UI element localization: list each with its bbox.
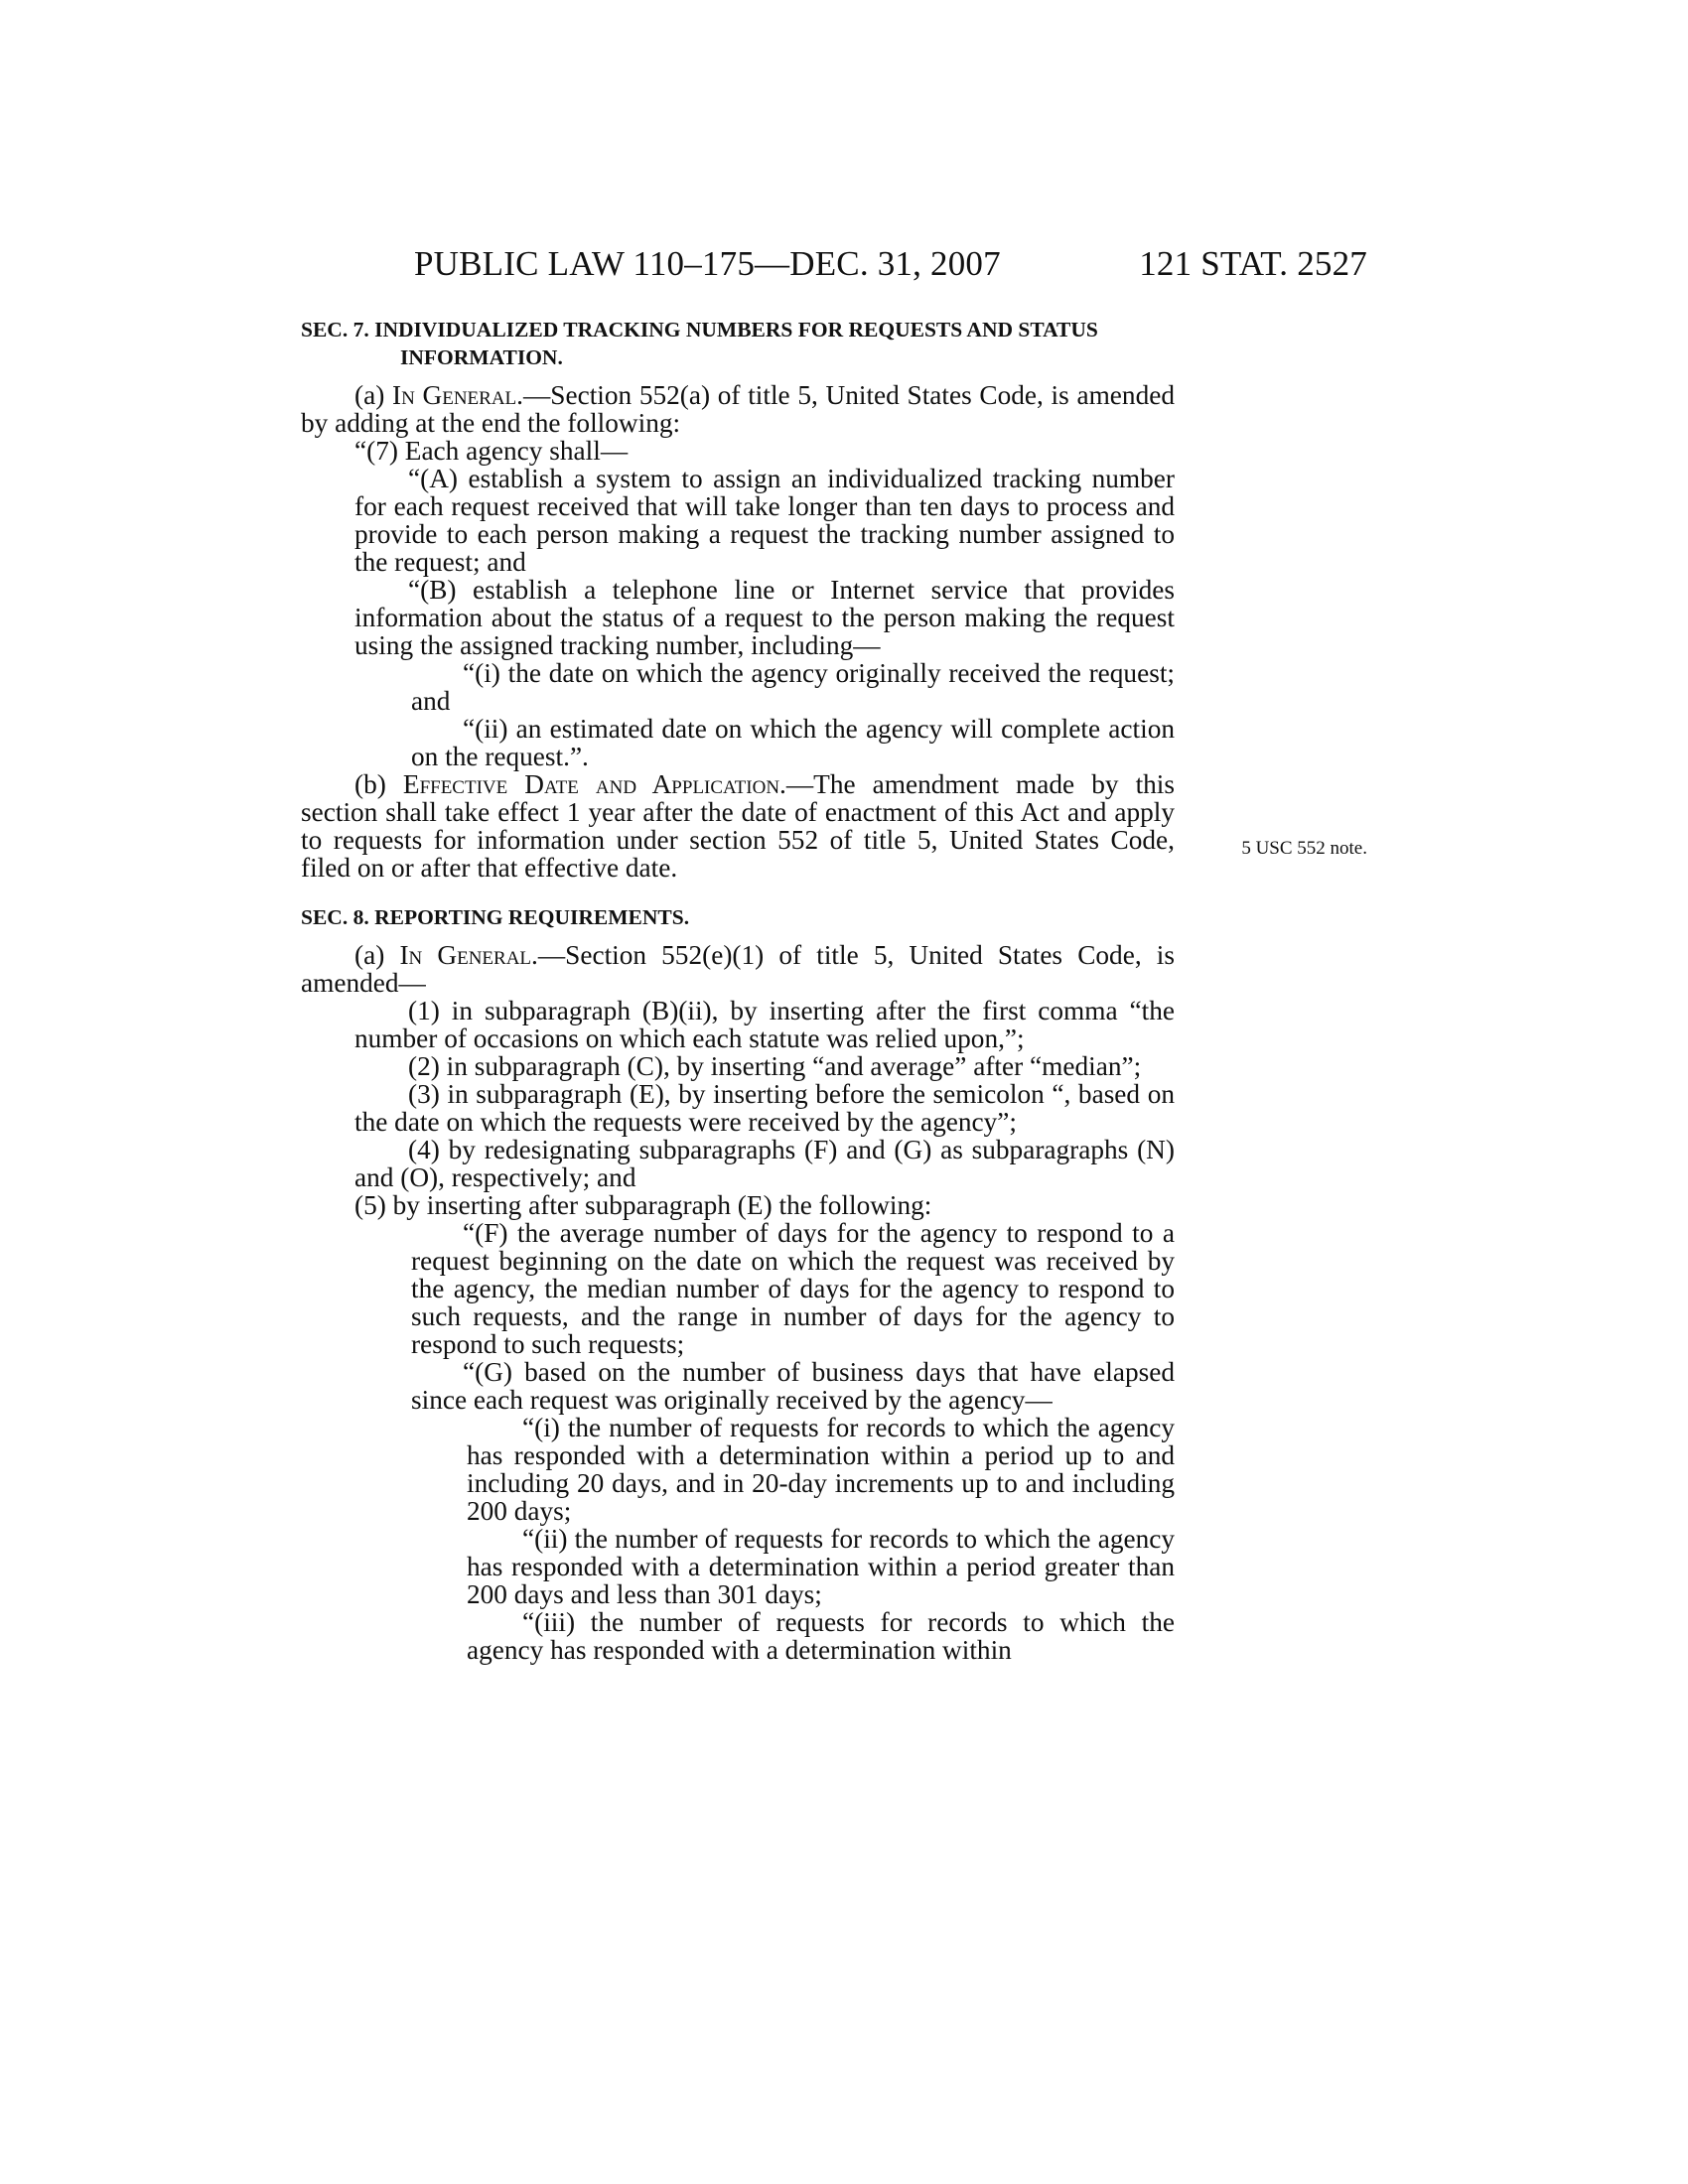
section-7-subsection-b: (b) Effective Date and Application.—The amendment made by this section shall take effect 1 year after the date of enactment of this Act and apply to requests for information under section 552 of title 5, United States Code, filed on or after that effective date. bbox=[301, 769, 1176, 883]
amendment-3: (3) in subparagraph (E), by inserting before the semicolon “, based on the date on which the requests were received by the agency”; bbox=[354, 1079, 1175, 1137]
subparagraph-F: “(F) the average number of days for the agency to respond to a request beginning on the date on which the request was received by the agency, the median number of days for the agency to respond to such requests, and the range in number of days for the agency to respond to such requests; bbox=[411, 1218, 1175, 1359]
running-head-title: PUBLIC LAW 110–175—DEC. 31, 2007 bbox=[414, 244, 1001, 283]
document-body bbox=[301, 316, 1175, 1664]
paragraph-7: “(7) Each agency shall— bbox=[354, 436, 629, 466]
clause-G-i: “(i) the number of requests for records to which the agency has responded with a determination within a period up to and including 20 days, and in 20-day increments up to and including 200 days; bbox=[467, 1413, 1175, 1526]
amendment-2: (2) in subparagraph (C), by inserting “and average” after “median”; bbox=[408, 1051, 1142, 1081]
clause-i: “(i) the date on which the agency originally received the request; and bbox=[411, 658, 1175, 716]
amendment-4: (4) by redesignating subparagraphs (F) and (G) as subparagraphs (N) and (O), respectively; and bbox=[354, 1135, 1175, 1192]
clause-G-ii: “(ii) the number of requests for records to which the agency has responded with a determination within a period greater than 200 days and less than 301 days; bbox=[467, 1524, 1175, 1609]
section-7-heading: SEC. 7. INDIVIDUALIZED TRACKING NUMBERS FOR REQUESTS AND STATUS INFORMATION. bbox=[301, 318, 1098, 369]
subparagraph-B: “(B) establish a telephone line or Internet service that provides information about the status of a request to the person making the request using the assigned tracking number, including— bbox=[354, 575, 1175, 660]
statute-page-number: 121 STAT. 2527 bbox=[1139, 244, 1367, 283]
section-8-heading: SEC. 8. REPORTING REQUIREMENTS. bbox=[301, 905, 690, 929]
subsection-caption: In General bbox=[399, 940, 532, 970]
amendment-1: (1) in subparagraph (B)(ii), by inserting after the first comma “the number of occasions on which each statute was relied upon,”; bbox=[354, 996, 1175, 1053]
subsection-caption: Effective Date and Application bbox=[402, 769, 780, 799]
clause-G-iii: “(iii) the number of requests for records to which the agency has responded with a determination within bbox=[467, 1607, 1175, 1665]
margin-note: 5 USC 552 note. bbox=[1241, 838, 1367, 859]
section-8-subsection-a: (a) In General.—Section 552(e)(1) of title 5, United States Code, is amended— bbox=[301, 940, 1175, 998]
clause-ii: “(ii) an estimated date on which the agency will complete action on the request.”. bbox=[411, 714, 1175, 771]
subsection-caption: In General bbox=[392, 380, 517, 410]
amendment-5: (5) by inserting after subparagraph (E) the following: bbox=[354, 1190, 932, 1220]
subparagraph-G: “(G) based on the number of business days that have elapsed since each request was originally received by the agency— bbox=[411, 1357, 1175, 1415]
subparagraph-A: “(A) establish a system to assign an individualized tracking number for each request received that will take longer than ten days to process and provide to each person making a request the tracking number assigned to the request; and bbox=[354, 464, 1175, 577]
page-header bbox=[301, 244, 1367, 288]
section-7-subsection-a: (a) In General.—Section 552(a) of title 5, United States Code, is amended by adding at the end the following: bbox=[301, 380, 1175, 438]
